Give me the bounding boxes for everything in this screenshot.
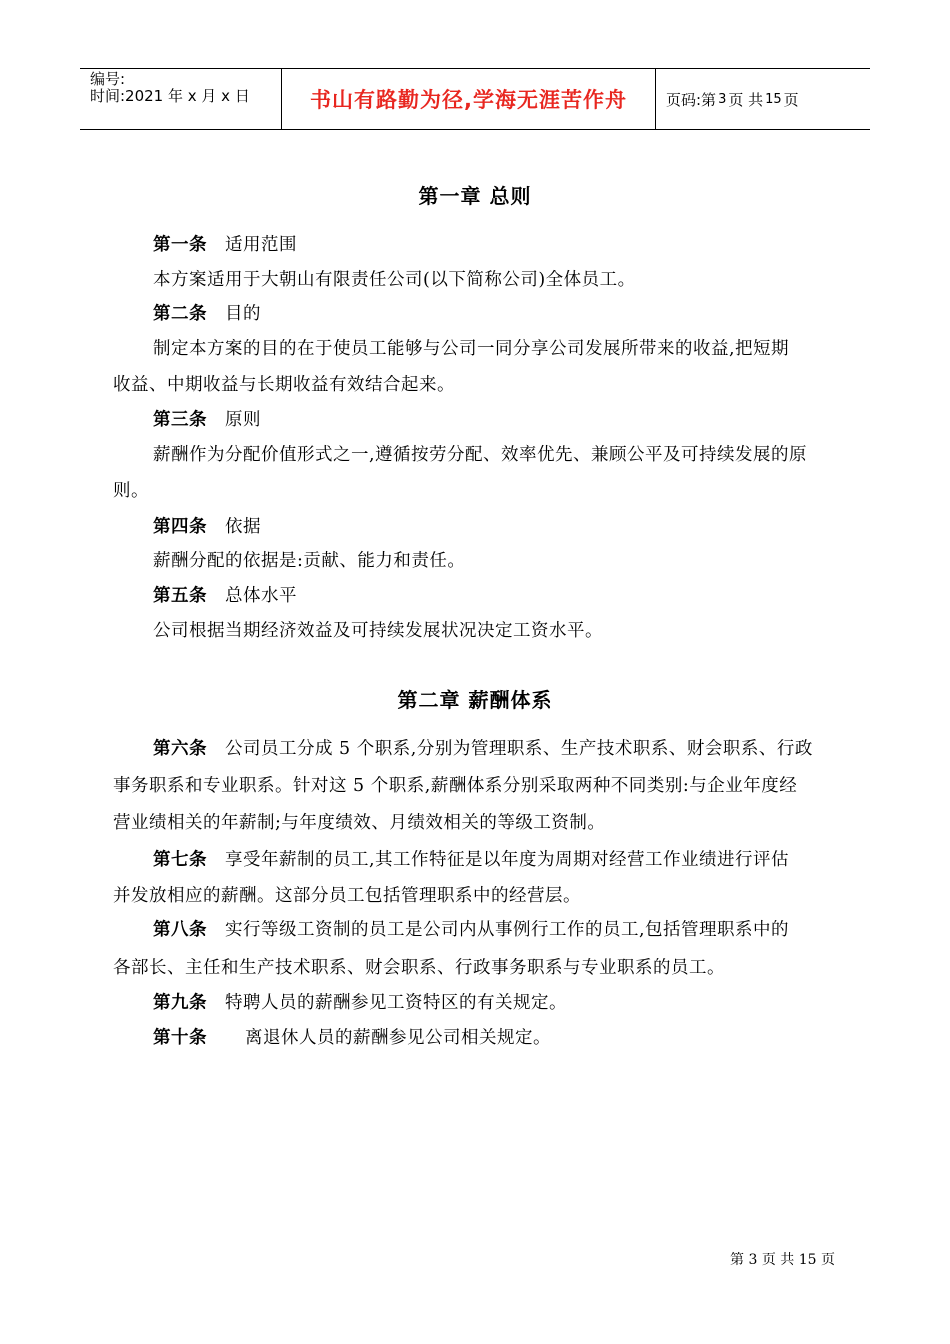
article-2-heading [153, 300, 261, 325]
article-label: 第七条 [153, 850, 207, 870]
article-6-line-2: 事务职系和专业职系。针对这 5 个职系,薪酬体系分别采取两种不同类别:与企业年度经 [113, 776, 798, 796]
page-mid: 页 共 [728, 90, 764, 109]
article-title: 目的 [225, 304, 261, 324]
article-9 [153, 989, 567, 1014]
article-10 [153, 1024, 551, 1049]
article-label: 第六条 [153, 739, 207, 759]
article-1-text: 本方案适用于大朝山有限责任公司(以下简称公司)全体员工。 [153, 270, 636, 290]
article-title: 总体水平 [225, 586, 297, 606]
article-label: 第八条 [153, 920, 207, 940]
article-8-line-1 [153, 916, 789, 941]
header-motto: 书山有路勤为径,学海无涯苦作舟 [282, 69, 656, 129]
article-5-text: 公司根据当期经济效益及可持续发展状况决定工资水平。 [153, 621, 603, 641]
page-suffix: 页 [783, 90, 799, 109]
article-title: 原则 [225, 410, 261, 430]
article-title: 适用范围 [225, 235, 297, 255]
article-text: 离退休人员的薪酬参见公司相关规定。 [245, 1028, 551, 1048]
article-label: 第九条 [153, 993, 207, 1013]
header-meta [80, 69, 282, 129]
article-label: 第三条 [153, 410, 207, 430]
article-4-text: 薪酬分配的依据是:贡献、能力和责任。 [153, 551, 466, 571]
article-text: 特聘人员的薪酬参见工资特区的有关规定。 [225, 993, 567, 1013]
article-3-text-line-2: 则。 [113, 481, 149, 501]
article-8-line-2: 各部长、主任和生产技术职系、财会职系、行政事务职系与专业职系的员工。 [113, 958, 725, 978]
article-text: 享受年薪制的员工,其工作特征是以年度为周期对经营工作业绩进行评估 [225, 850, 790, 870]
page-header [80, 68, 870, 130]
article-label: 第一条 [153, 235, 207, 255]
header-page-number [656, 69, 870, 129]
article-3-text-line-1: 薪酬作为分配价值形式之一,遵循按劳分配、效率优先、兼顾公平及可持续发展的原 [153, 445, 808, 465]
article-6-line-3: 营业绩相关的年薪制;与年度绩效、月绩效相关的等级工资制。 [113, 813, 606, 833]
chapter-2-title: 第二章 薪酬体系 [397, 688, 553, 712]
page-prefix: 页码:第 [666, 90, 717, 109]
article-5-heading [153, 582, 297, 607]
page-current: 3 [718, 91, 727, 107]
article-label: 第四条 [153, 517, 207, 537]
article-1-heading [153, 231, 297, 256]
article-title: 依据 [225, 517, 261, 537]
document-time: 时间:2021 年 x 月 x 日 [90, 87, 250, 105]
article-2-text-line-2: 收益、中期收益与长期收益有效结合起来。 [113, 375, 455, 395]
page-footer: 第 3 页 共 15 页 [730, 1252, 835, 1268]
article-2-text-line-1: 制定本方案的目的在于使员工能够与公司一同分享公司发展所带来的收益,把短期 [153, 339, 790, 359]
article-7-line-2: 并发放相应的薪酬。这部分员工包括管理职系中的经营层。 [113, 886, 581, 906]
article-label: 第二条 [153, 304, 207, 324]
article-text: 实行等级工资制的员工是公司内从事例行工作的员工,包括管理职系中的 [225, 920, 790, 940]
article-7-line-1 [153, 846, 789, 871]
chapter-1-title: 第一章 总则 [418, 184, 532, 208]
article-label: 第十条 [153, 1028, 207, 1048]
article-3-heading [153, 406, 261, 431]
article-text: 公司员工分成 5 个职系,分别为管理职系、生产技术职系、财会职系、行政 [225, 739, 813, 759]
article-label: 第五条 [153, 586, 207, 606]
page-total: 15 [765, 91, 782, 107]
document-number-label: 编号: [90, 70, 126, 88]
article-4-heading [153, 513, 261, 538]
article-6-line-1 [153, 735, 813, 760]
